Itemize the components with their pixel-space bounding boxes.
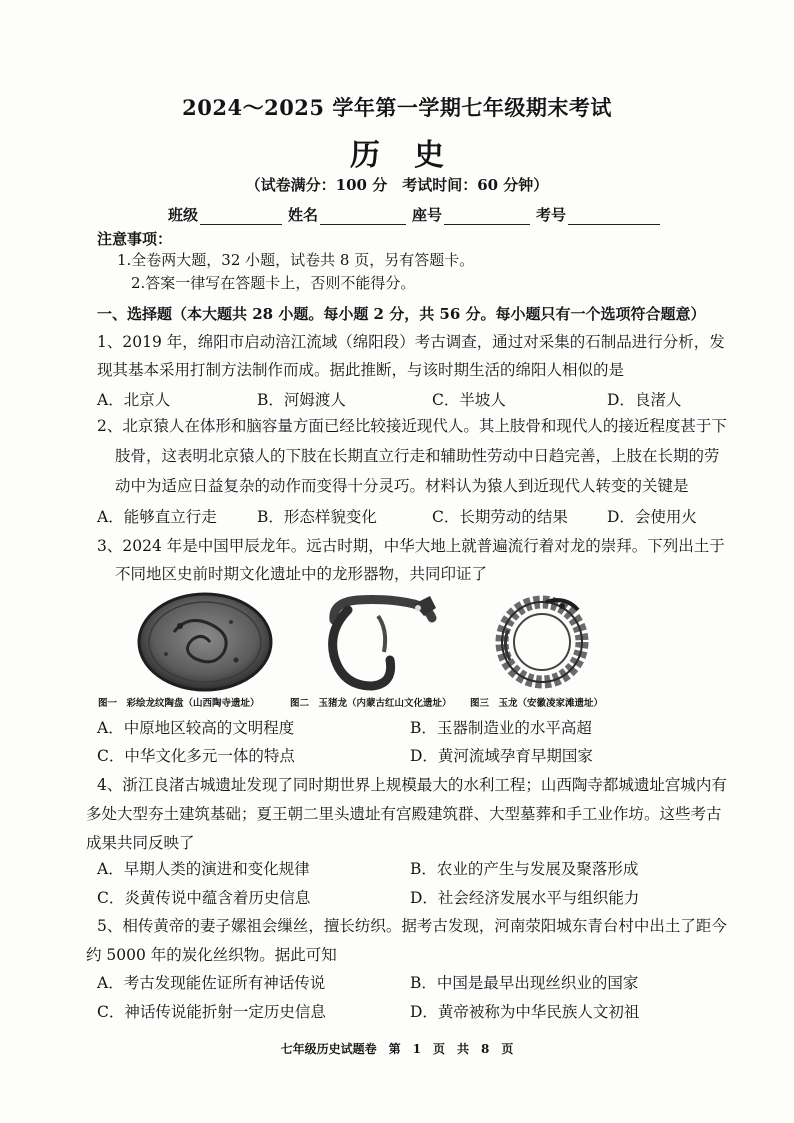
question-4-line: 4、浙江良渚古城遗址发现了同时期世界上规模最大的水利工程；山西陶寺都城遗址宫城内有 (97, 776, 727, 794)
option-d[interactable]: D．黄河流域孕育早期国家 (410, 747, 593, 765)
notice-heading: 注意事项： (97, 230, 173, 248)
exam-no-blank[interactable] (568, 208, 660, 225)
subject-title: 历史 (350, 138, 478, 173)
notice-item: 1.全卷两大题，32 小题，试卷共 8 页，另有答题卡。 (117, 251, 475, 269)
question-5-line: 5、相传黄帝的妻子嫘祖会缫丝，擅长纺织。据考古发现，河南荥阳城东青台村中出土了距今 (97, 917, 727, 935)
figure-3-caption: 图三 玉龙（安徽凌家滩遗址） (470, 698, 604, 709)
jade-pig-dragon-image (318, 590, 446, 694)
question-2-line: 动中为适应日益复杂的动作而变得十分灵巧。材料认为猿人到近现代人转变的关键是 (115, 477, 689, 495)
seat-blank[interactable] (444, 208, 530, 225)
option-c[interactable]: C．神话传说能折射一定历史信息 (97, 1003, 326, 1021)
option-d[interactable]: D．良渚人 (607, 391, 682, 409)
figure-1-caption: 图一 彩绘龙纹陶盘（山西陶寺遗址） (98, 698, 260, 709)
question-2-line: 2、北京猿人在体形和脑容量方面已经比较接近现代人。其上肢骨和现代人的接近程度甚于下 (97, 417, 727, 435)
question-4-line: 多处大型夯土建筑基础；夏王朝二里头遗址有宫殿建筑群、大型墓葬和手工业作坊。这些考古 (86, 805, 722, 823)
section-heading: 一、选择题（本大题共 28 小题。每小题 2 分，共 56 分。每小题只有一个选项符合题意） (97, 305, 706, 323)
question-3-line: 3、2024 年是中国甲辰龙年。远古时期，中华大地上就普遍流行着对龙的崇拜。下列出土于 (97, 537, 725, 555)
option-c[interactable]: C．半坡人 (432, 391, 506, 409)
option-c[interactable]: C．炎黄传说中蕴含着历史信息 (97, 889, 311, 907)
name-label: 姓名 (288, 206, 319, 224)
page-footer: 七年级历史试题卷 第 1 页 共 8 页 (280, 1042, 514, 1056)
option-d[interactable]: D．黄帝被称为中华民族人文初祖 (410, 1003, 640, 1021)
option-b[interactable]: B．玉器制造业的水平高超 (410, 719, 592, 737)
exam-title: 2024～2025 学年第一学期七年级期末考试 (182, 95, 612, 120)
jade-dragon-image (488, 590, 596, 694)
option-a[interactable]: A．能够直立行走 (97, 508, 217, 526)
exam-no-label: 考号 (536, 206, 567, 224)
question-4-line: 成果共同反映了 (86, 834, 195, 852)
option-d[interactable]: D．社会经济发展水平与组织能力 (410, 889, 640, 907)
name-blank[interactable] (320, 208, 406, 225)
option-b[interactable]: B．中国是最早出现丝织业的国家 (410, 974, 639, 992)
question-3-line: 不同地区史前时期文化遗址中的龙形器物，共同印证了 (115, 565, 488, 583)
class-blank[interactable] (200, 208, 282, 225)
student-info-fields (168, 204, 666, 225)
question-1-line: 现其基本采用打制方法制作而成。据此推断，与该时期生活的绵阳人相似的是 (97, 361, 625, 379)
option-a[interactable]: A．北京人 (97, 391, 171, 409)
seat-label: 座号 (412, 206, 443, 224)
question-1-line: 1、2019 年，绵阳市启动涪江流域（绵阳段）考古调查，通过对采集的石制品进行分析，发 (97, 333, 725, 351)
option-a[interactable]: A．早期人类的演进和变化规律 (97, 860, 310, 878)
option-d[interactable]: D．会使用火 (607, 508, 697, 526)
option-a[interactable]: A．考古发现能佐证所有神话传说 (97, 974, 326, 992)
option-b[interactable]: B．河姆渡人 (257, 391, 346, 409)
notice-item: 2.答案一律写在答题卡上，否则不能得分。 (131, 274, 416, 292)
class-label: 班级 (168, 206, 199, 224)
question-5-line: 约 5000 年的炭化丝织物。据此可知 (86, 946, 337, 964)
option-c[interactable]: C．中华文化多元一体的特点 (97, 747, 295, 765)
painted-dragon-plate-image (136, 592, 274, 692)
option-a[interactable]: A．中原地区较高的文明程度 (97, 719, 295, 737)
question-2-line: 肢骨，这表明北京猿人的下肢在长期直立行走和辅助性劳动中日趋完善，上肢在长期的劳 (115, 447, 720, 465)
exam-info: （试卷满分：100 分 考试时间：60 分钟） (245, 176, 549, 194)
option-b[interactable]: B．形态样貌变化 (257, 508, 377, 526)
option-b[interactable]: B．农业的产生与发展及聚落形成 (410, 860, 639, 878)
figure-2-caption: 图二 玉猪龙（内蒙古红山文化遗址） (290, 698, 452, 709)
option-c[interactable]: C．长期劳动的结果 (432, 508, 568, 526)
